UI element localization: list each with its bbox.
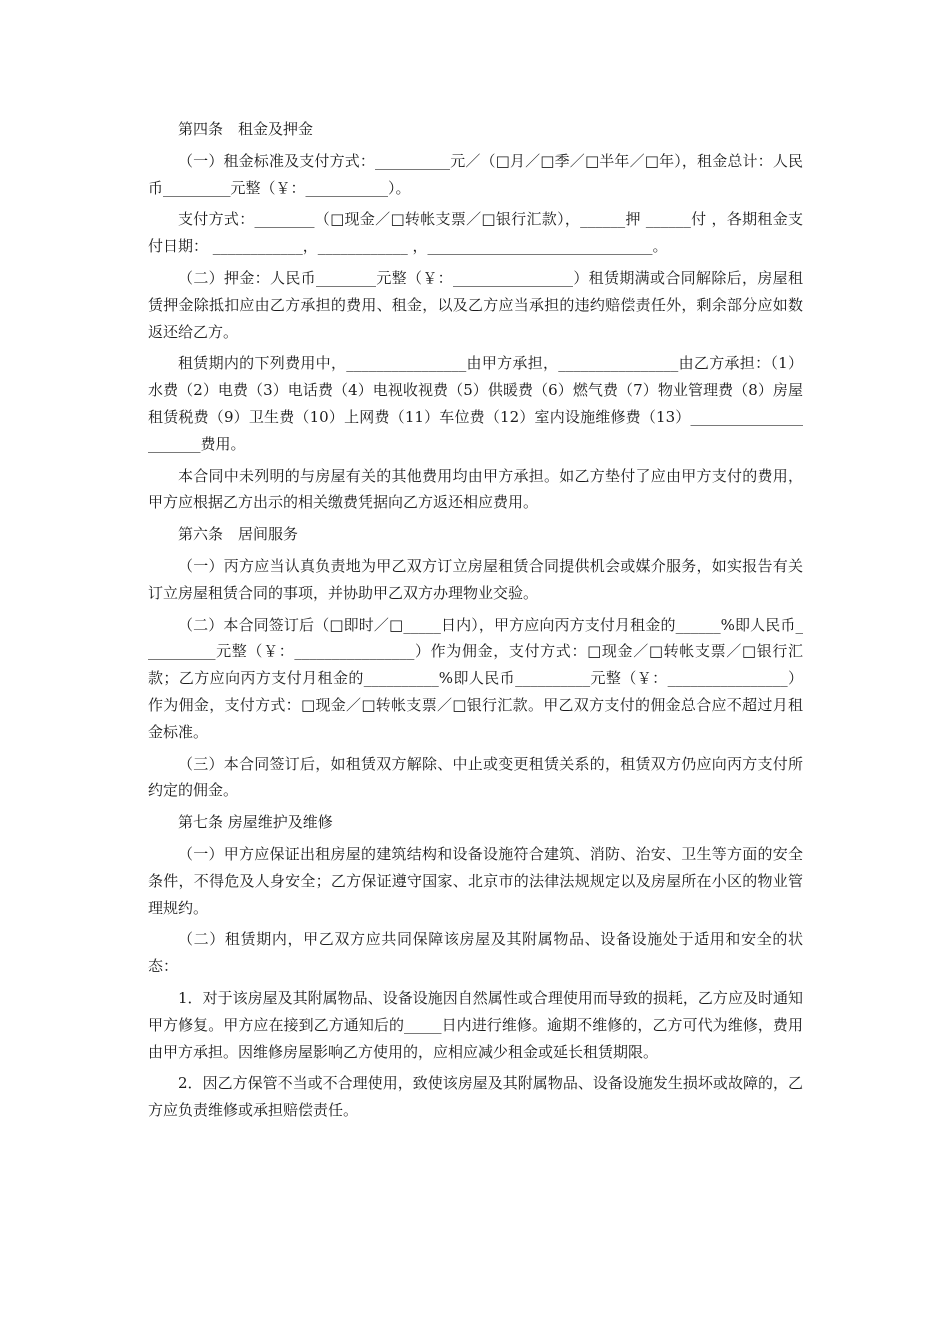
- other-fees-paragraph: 本合同中未列明的与房屋有关的其他费用均由甲方承担。如乙方垫付了应由甲方支付的费用，甲方应根据乙方出示的相关缴费凭据向乙方返还相应费用。: [148, 466, 803, 512]
- deposit-paragraph: （二）押金：人民币________元整（￥：________________）租赁期满或合同解除后，房屋租赁押金除抵扣应由乙方承担的费用、租金，以及乙方应当承担的违约赔偿责任外，剩余部分应如数返还给乙方。: [148, 268, 803, 341]
- repair-item-2: 2．因乙方保管不当或不合理使用，致使该房屋及其附属物品、设备设施发生损坏或故障的，乙方应负责维修或承担赔偿责任。: [148, 1074, 803, 1120]
- repair-item-1: 1．对于该房屋及其附属物品、设备设施因自然属性或合理使用而导致的损耗，乙方应及时通知甲方修复。甲方应在接到乙方通知后的_____日内进行维修。逾期不维修的，乙方可代为维修，费用由甲方承担。因维修房屋影响乙方使用的，应相应减少租金或延长租赁期限。: [148, 988, 803, 1061]
- intermediary-duty-paragraph: （一）丙方应当认真负责地为甲乙双方订立房屋租赁合同提供机会或媒介服务，如实报告有关订立房屋租赁合同的事项，并协助甲乙双方办理物业交验。: [148, 556, 803, 602]
- commission-termination-paragraph: （三）本合同签订后，如租赁双方解除、中止或变更租赁关系的，租赁双方仍应向丙方支付所约定的佣金。: [148, 754, 803, 800]
- article-4-heading: 第四条 租金及押金: [178, 120, 314, 138]
- maintenance-paragraph: （二）租赁期内，甲乙双方应共同保障该房屋及其附属物品、设备设施处于适用和安全的状态：: [148, 930, 803, 976]
- fees-paragraph: 租赁期内的下列费用中，________________由甲方承担，________________由乙方承担：（1）水费（2）电费（3）电话费（4）电视收视费（5）供暖费（6）燃气费（7）物业管理费（8）房屋租赁税费（9）卫生费（10）上网费（11）车位费（12）室内设施维修费（13）______________________费用。: [148, 354, 803, 453]
- commission-paragraph: （二）本合同签订后（□即时／□_____日内），甲方应向丙方支付月租金的______%即人民币__________元整（￥：________________）作为佣金，支付方式：□现金／□转帐支票／□银行汇款；乙方应向丙方支付月租金的__________%即人民币__________元整（￥：________________）作为佣金，支付方式：□现金／□转帐支票／□银行汇款。甲乙双方支付的佣金总合应不超过月租金标准。: [148, 615, 803, 741]
- rent-standard-paragraph: （一）租金标准及支付方式：__________元／（□月／□季／□半年／□年），租金总计：人民币_________元整（￥：___________）。: [148, 151, 803, 197]
- article-7-heading: 第七条 房屋维护及维修: [178, 813, 333, 832]
- safety-paragraph: （一）甲方应保证出租房屋的建筑结构和设备设施符合建筑、消防、治安、卫生等方面的安全条件，不得危及人身安全；乙方保证遵守国家、北京市的法律法规规定以及房屋所在小区的物业管理规约。: [148, 844, 803, 917]
- contract-page: [148, 116, 803, 1129]
- article-6-heading: 第六条 居间服务: [178, 525, 299, 544]
- payment-method-paragraph: 支付方式：________（□现金／□转帐支票／□银行汇款），______押 ______付 ，各期租金支付日期： ____________，____________ ，______________________________。: [148, 210, 803, 256]
